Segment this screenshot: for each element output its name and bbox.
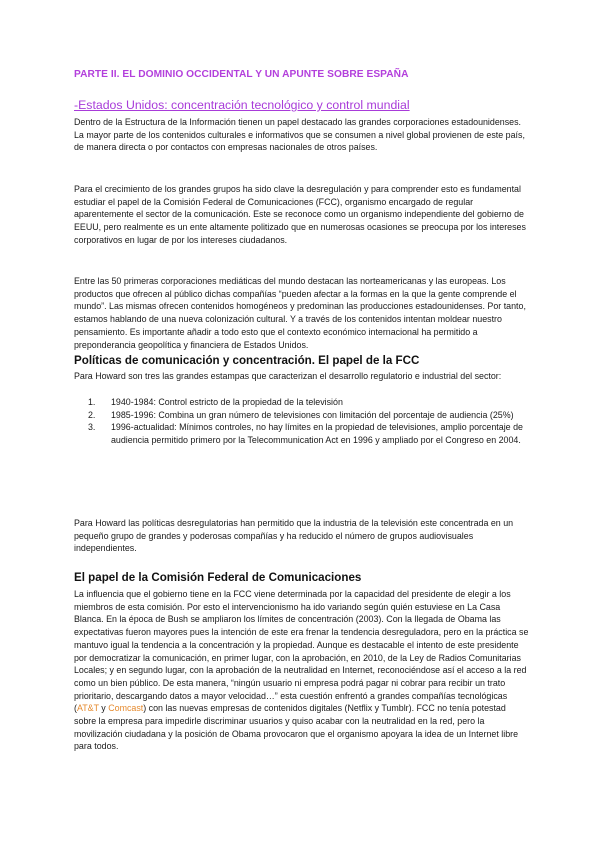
list-item-text: 1985-1996: Combina un gran número de televisiones con limitación del porcentaje de audiencia (25%) [111, 409, 514, 420]
list-item-number: 3. [88, 422, 96, 433]
paragraph-howard-politicas: Para Howard las políticas desregulatorias han permitido que la industria de la televisión este concentrada en un pequeño grupo de grandes y poderosas compañías y ha reducido el número de grupos audiovisuales independientes. [74, 518, 514, 554]
heading-politicas: Políticas de comunicación y concentración. El papel de la FCC [74, 354, 420, 367]
heading-comision: El papel de la Comisión Federal de Comunicaciones [74, 571, 362, 584]
conjunction-text: y [98, 703, 109, 714]
comcast-link[interactable]: Comcast [108, 703, 144, 714]
stages-list [74, 396, 534, 447]
section-subtitle: -Estados Unidos: concentración tecnológico y control mundial [74, 98, 410, 112]
paragraph-intro: Dentro de la Estructura de la Información tienen un papel destacado las grandes corporaciones estadounidenses. La mayor parte de los contenidos culturales e informativos que se consumen a nivel global provienen de este país, de manera directa o por contactos con empresas nacionales de otros países. [74, 117, 525, 153]
paragraph-desregulacion: Para el crecimiento de los grandes grupos ha sido clave la desregulación y para comprender esto es fundamental estudiar el papel de la Comisión Federal de Comunicaciones (FCC), organismo encargado de regular aparentemente el sector de la comunicación. Este se reconoce como un organismo independiente del gobierno de EEUU, pero realmente es un ente altamente politizado que en numerosas ocasiones se preocupa por los intereses corporativos en lugar de por los intereses ciudadanos. [74, 184, 526, 245]
list-item [74, 409, 534, 422]
paragraph-howard-intro: Para Howard son tres las grandes estampas que caracterizan el desarrollo regulatorio e industrial del sector: [74, 371, 502, 381]
att-link[interactable]: AT&T [76, 703, 99, 714]
list-item-number: 2. [88, 409, 96, 420]
list-item [74, 421, 534, 446]
list-item [74, 396, 534, 409]
list-item-text: 1996-actualidad: Mínimos controles, no hay límites en la propiedad de televisiones, amplio porcentaje de audiencia permitido primero por la Telecommunication Act en 1996 y ampliado por el Congreso en 2004. [111, 422, 523, 446]
list-item-number: 1. [88, 397, 96, 407]
paragraph-text: ) con las nuevas empresas de contenidos digitales (Netflix y Tumblr). FCC no tenía potestad sobre la empresa para impedirle discriminar usuarios y quiso acabar con la neutralidad en la red, pero la movilización ciudadana y la posición de Obama provocaron que el organismo apoyara la idea de un Internet libre para todos. [74, 703, 519, 752]
list-item-text: 1940-1984: Control estricto de la propiedad de la televisión [111, 397, 343, 407]
paragraph-text: La influencia que el gobierno tiene en la FCC viene determinada por la capacidad del presidente de elegir a los miembros de esta comisión. Por esto el intervencionismo ha ido variando según quién estuviese en La Casa Blanca. En la época de Bush se ampliaron los límites de concentración (2003). Con la llegada de Obama las expectativas fueron mayores pues la intención de este era frenar la tendencia desreguladora, pero en la práctica se mantuvo igual la tendencia a la concentración y la propiedad. Aunque es destacable el intento de este presidente por democratizar la comunicación, en primer lugar, con la aprobación, en 2010, de la Ley de Radios Comunitarias Locales; y en segundo lugar, con la aprobación de la neutralidad en Internet, reconociéndose así el acceso a la red como un bien público. De esta manera, “ningún usuario ni empresa podrá pagar ni cobrar para recibir un trato prioritario, descargando datos a mayor velocidad…” esta cuestión enfrentó a grandes compañías tecnológicas ( [74, 589, 529, 714]
paragraph-corporaciones: Entre las 50 primeras corporaciones mediáticas del mundo destacan las norteamericanas y las europeas. Los productos que ofrecen al público dichas compañías “pueden afectar a la formas en la que la gente comprende el mundo”. Las mismas ofrecen contenidos homogéneos y predominan las producciones estadounidenses. Por tanto, estamos hablando de una nueva colonización cultural. Y a través de los contenidos intentan moldear nuestro pensamiento. Es importante añadir a todo esto que el contexto económico internacional ha permitido a preponderancia geopolítica y financiera de Estados Unidos. [74, 276, 526, 350]
paragraph-influencia [74, 588, 529, 753]
part-title: PARTE II. EL DOMINIO OCCIDENTAL Y UN APUNTE SOBRE ESPAÑA [74, 69, 409, 80]
